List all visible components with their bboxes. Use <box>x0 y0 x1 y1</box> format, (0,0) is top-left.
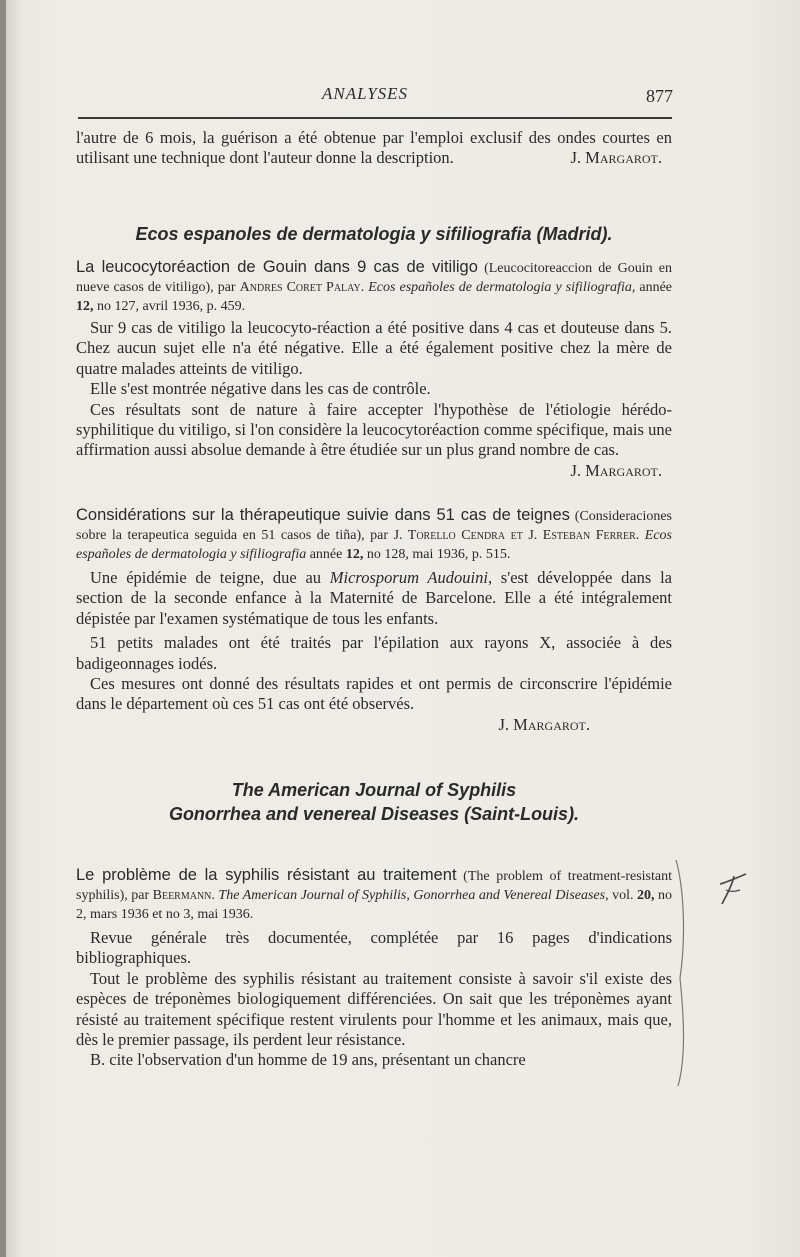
paragraph: Ces mesures ont donné des résultats rapides et ont permis de circonscrire l'épidémie dans le département où ces 51 cas ont été observés. <box>76 674 672 714</box>
paragraph: 51 petits malades ont été traités par l'épilation aux rayons X, associée à des badigeonnages iodés. <box>76 633 672 673</box>
paragraph: Tout le problème des syphilis résistant au traitement consiste à savoir s'il existe des espèces de tréponèmes biologiquement différenciées. On sait que les tréponèmes ayant résisté au traitement spécifique restent virulents pour l'homme et les animaux, mais que, dès le premier passage, ils perdent leur résistance. <box>76 968 672 1050</box>
article-authors: J. Torello Cendra et J. Esteban Ferrer. <box>393 528 640 543</box>
article-syphilis <box>76 866 672 1071</box>
header-rule <box>78 117 672 119</box>
paragraph: Ces résultats sont de nature à faire accepter l'hypothèse de l'étiologie hérédo-syphilitique du vitiligo, si l'on considère la leucocytoréaction comme spécifique, mais une affirmation aussi absolue demande à être étudiée sur un plus grand nombre de cas. J. Margarot. <box>76 399 672 480</box>
article-reference: La leucocytoréaction de Gouin dans 9 cas de vitiligo (Leucocitoreaccion de Gouin en nueve casos de vitiligo), par Andres Coret Palay. Ecos españoles de dermatologia y sifiliografia, année 12, no 127, avril 1936, p. 459. <box>76 258 673 314</box>
article-reference: Considérations sur la thérapeutique suivie dans 51 cas de teignes (Consideraciones sobre la terapeutica seguida en 51 casos de tiña), par J. Torello Cendra et J. Esteban Ferrer. Ecos españoles de dermatologia y sifiliografia année 12, no 128, mai 1936, p. 515. <box>76 506 672 562</box>
journal-heading-line: The American Journal of Syphilis <box>231 780 517 800</box>
article-title: La leucocytoréaction de Gouin dans 9 cas de vitiligo <box>76 258 478 276</box>
signature: J. Margarot. <box>498 714 590 734</box>
paragraph: Sur 9 cas de vitiligo la leucocyto-réaction a été positive dans 4 cas et douteuse dans 5. Chez aucun sujet elle n'a été négative. Elle a été également positive chez la mère de quatre malades atteints de vitiligo. <box>76 318 672 378</box>
journal-citation: The American Journal of Syphilis, Gonorrhea and Venereal Diseases, <box>214 888 609 903</box>
signature: J. Margarot. <box>570 148 662 168</box>
article-vitiligo <box>76 258 672 481</box>
paragraph: Une épidémie de teigne, due au Microsporum Audouini, s'est développée dans la section de la seconde enfance à la Maternité de Barcelone. Elle a été intégralement dépistée par l'examen systématique de tous les enfants. <box>76 568 672 628</box>
paragraph: Revue générale très documentée, complétée par 16 pages d'indications bibliographiques. <box>76 928 672 968</box>
species-name: Microsporum Audouini <box>329 568 488 587</box>
journal-heading: Ecos espanoles de dermatologia y sifiliografia (Madrid). <box>135 224 613 244</box>
article-teignes <box>76 506 672 735</box>
paragraph: B. cite l'observation d'un homme de 19 ans, présentant un chancre <box>90 1050 526 1070</box>
article-title: Le problème de la syphilis résistant au traitement <box>76 866 457 884</box>
handwritten-margin-mark <box>712 870 752 910</box>
running-head <box>0 84 800 106</box>
paragraph: Elle s'est montrée négative dans les cas de contrôle. <box>90 379 431 399</box>
continuation-block <box>76 128 672 169</box>
article-authors: Andres Coret Palay. <box>239 280 365 295</box>
signature: J. Margarot. <box>570 460 662 480</box>
continuation-text: l'autre de 6 mois, la guérison a été obtenue par l'emploi exclusif des ondes courtes en utilisant une technique dont l'auteur donne la description. J. Margarot. <box>76 128 672 168</box>
article-title: Considérations sur la thérapeutique suivie dans 51 cas de teignes <box>76 506 570 524</box>
journal-citation: Ecos españoles de dermatologia y sifiliografia, <box>364 280 636 295</box>
book-spine-shadow <box>0 0 6 1257</box>
running-head-title: ANALYSES <box>322 84 409 103</box>
page-number: 877 <box>646 86 673 106</box>
article-reference: Le problème de la syphilis résistant au traitement (The problem of treatment-resistant syphilis), par Beermann. The American Journal of Syphilis, Gonorrhea and Venereal Diseases, vol. 20, no 2, mars 1936 et no 3, mai 1936. <box>76 866 673 922</box>
journal-heading <box>76 778 672 826</box>
journal-citation: Ecos españoles de dermatologia y sifiliografia <box>76 528 672 562</box>
margin-bracket <box>674 858 690 1088</box>
article-authors: Beermann. <box>152 888 215 903</box>
journal-heading-line: Gonorrhea and venereal Diseases (Saint-Louis). <box>168 804 580 824</box>
